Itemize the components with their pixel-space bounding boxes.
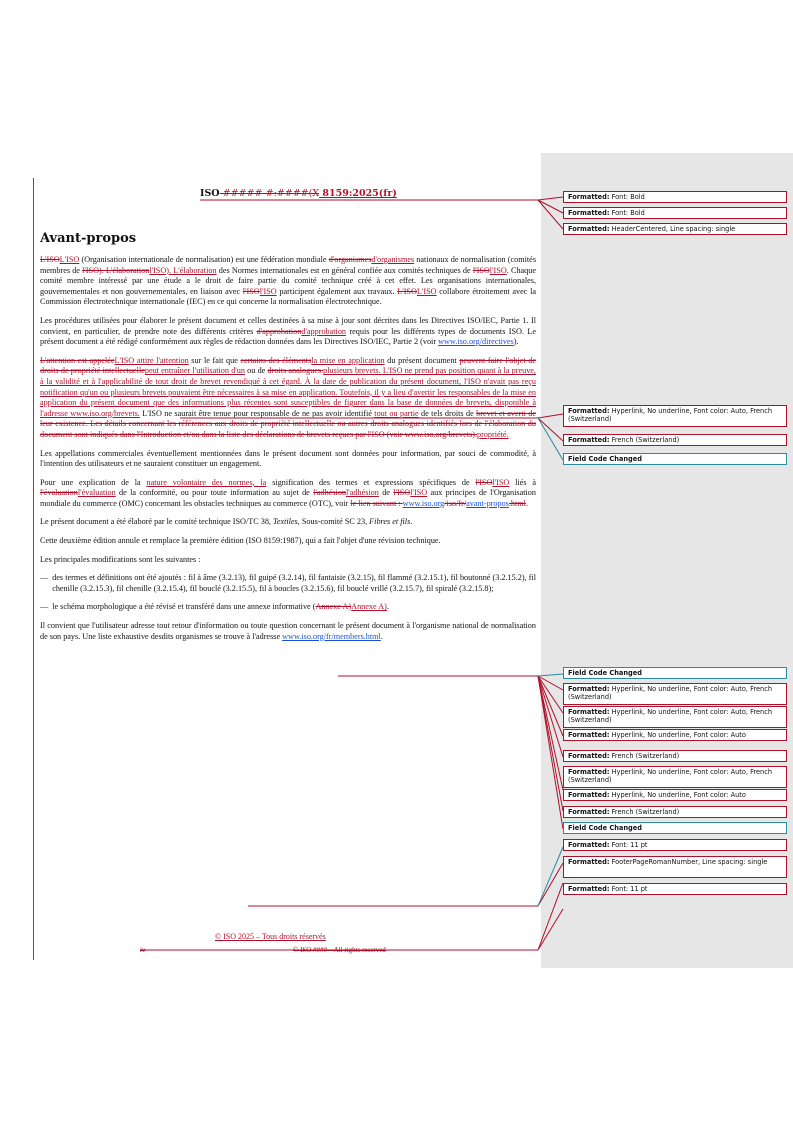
comment-text: Hyperlink, No underline, Font color: Auto, French (Switzerland) xyxy=(568,685,773,701)
insertion: l'ISO xyxy=(489,265,507,275)
comment-text: Font: Bold xyxy=(609,193,645,201)
insertion: l'adhésion xyxy=(346,488,379,498)
insertion: L'ISO xyxy=(416,286,437,296)
deletion: brevet et averti de leur existence. Les détails concernant les références aux droits de propriété intellectuelle ou autres droits analogues identifiés lors de l'élaboration du document sont indiqués dans l'Introduction et/ou dans la liste des déclarations de brevets reçues par l'ISO (voir www.iso.org/brevets). xyxy=(40,408,537,439)
paragraph-4: Les appellations commerciales éventuellement mentionnées dans le présent document sont données pour information, par souci de commodité, à l'intention des utilisateurs et ne sauraient constituer un engagement. xyxy=(40,448,536,469)
text: nationaux de normalisation (comités membres de xyxy=(40,255,537,275)
paragraph-8: Les principales modifications sont les suivantes : xyxy=(40,554,201,564)
insertion: Annexe A) xyxy=(351,602,387,612)
comment-text: Hyperlink, No underline, Font color: Auto xyxy=(609,731,746,739)
insertion: nature volontaire des normes, la xyxy=(146,477,267,487)
comment-box[interactable] xyxy=(563,667,787,679)
deletion: L'ISO xyxy=(397,286,417,296)
comment-label: Formatted: xyxy=(568,209,610,217)
deletion: l'évaluation xyxy=(40,488,78,498)
text: . Chaque comité membre intéressé par une étude a le droit de faire partie du comité technique créé à cet effet. Les organisations internationales, gouvernementales et non gouvernementales, en liaison avec xyxy=(40,265,536,296)
deletion: l'ISO). L'élaboration xyxy=(82,265,150,275)
deletion: l'ISO xyxy=(475,477,493,487)
members-link[interactable]: www.iso.org/fr/members.html xyxy=(282,631,381,641)
insertion: l'ISO xyxy=(259,286,277,296)
text: L'ISO ne saurait être tenue pour responsable de ne pas avoir identifié xyxy=(139,408,375,418)
insertion: l'ISO xyxy=(492,477,510,487)
comment-box[interactable] xyxy=(563,191,787,203)
directives-link[interactable]: www.iso.org/directives xyxy=(438,337,514,347)
foreword-link[interactable]: avant-propos xyxy=(466,498,509,508)
comment-label: Field Code Changed xyxy=(568,455,642,463)
section-title: Avant-propos xyxy=(40,231,137,246)
comment-label: Formatted: xyxy=(568,752,610,760)
text: ). xyxy=(513,337,519,347)
text: de xyxy=(378,488,394,498)
insertion: d'approbation xyxy=(301,326,347,336)
comment-text: FooterPageRomanNumber, Line spacing: single xyxy=(609,858,768,866)
comment-box[interactable] xyxy=(563,806,787,818)
text: participent également aux travaux. xyxy=(276,286,398,296)
comment-box[interactable] xyxy=(563,750,787,762)
deletion: Annexe A) xyxy=(315,602,352,612)
comment-text: Hyperlink, No underline, Font color: Auto, French (Switzerland) xyxy=(568,708,773,724)
insertion: L'ISO xyxy=(59,255,80,264)
text: le schéma morphologique a été révisé et transféré dans une annexe informative ( xyxy=(52,602,316,612)
text: ou de xyxy=(244,366,268,376)
text: Il convient que l'utilisateur adresse tout retour d'information ou toute question concernant le présent document à l'organisme national de normalisation de son pays. Une liste exhaustive desdits organismes se trouve à l'adresse xyxy=(40,621,536,641)
comment-text: French (Switzerland) xyxy=(609,436,680,444)
comment-label: Formatted: xyxy=(568,791,610,799)
text: collabore étroitement avec la Commission électrotechnique internationale (IEC) en ce qui concerne la normalisation électrotechnique. xyxy=(40,286,536,307)
deletion: droits analogues. xyxy=(267,366,324,376)
comment-text: Hyperlink, No underline, Font color: Auto, French (Switzerland) xyxy=(568,768,773,784)
comment-box[interactable] xyxy=(563,822,787,834)
deletion: l'ISO xyxy=(393,488,411,498)
comment-text: Hyperlink, No underline, Font color: Auto xyxy=(609,791,746,799)
text: Textiles xyxy=(273,517,298,527)
deletion: l'adhésion xyxy=(313,488,347,498)
text: (Organisation internationale de normalisation) est une fédération mondiale xyxy=(79,255,329,264)
comment-box[interactable] xyxy=(563,207,787,219)
iso-link[interactable]: www.iso.org xyxy=(402,498,445,508)
comment-label: Formatted: xyxy=(568,885,610,893)
text: . xyxy=(525,498,528,508)
comment-label: Formatted: xyxy=(568,407,610,415)
deletion: L'attention est appelée xyxy=(40,355,115,365)
insertion: plusieurs brevets. L'ISO ne prend pas position quant à la preuve, à la validité et à l'applicabilité de tout droit de brevet revendiqué à cet égard. À la date de publication du présent document, l'ISO n'avait pas reçu notification qu'un ou plusieurs brevets pouvaient être nécessaires à sa mise en application. Toutefois, il y a lieu d'avertir les responsables de la mise en application du présent document que des informations plus récentes sont susceptibles de figurer dans la base de données de brevets, disponible à l'adresse www.iso.org/brevets. xyxy=(40,366,536,418)
page-number: iv xyxy=(140,946,146,954)
deletion: l'ISO xyxy=(472,265,490,275)
text: liés à xyxy=(509,477,536,487)
comment-box[interactable] xyxy=(563,683,787,705)
comment-text: Hyperlink, No underline, Font color: Auto, French (Switzerland) xyxy=(568,407,773,423)
comment-label: Formatted: xyxy=(568,225,610,233)
comment-label: Formatted: xyxy=(568,708,610,716)
text: du présent document xyxy=(384,355,460,365)
deletion: /iso/fr/ xyxy=(444,498,467,508)
comment-label: Formatted: xyxy=(568,436,610,444)
insertion: peut entraîner l'utilisation d'un xyxy=(144,366,245,376)
comment-label: Formatted: xyxy=(568,685,610,693)
comment-text: French (Switzerland) xyxy=(609,808,680,816)
text: signification des termes et expressions spécifiques de xyxy=(266,477,476,487)
footer-copyright: © ISO 2025 – Tous droits réservés xyxy=(215,932,326,941)
dash: — xyxy=(40,573,49,583)
comment-box[interactable] xyxy=(563,766,787,788)
deletion: .html xyxy=(508,498,526,508)
comment-label: Formatted: xyxy=(568,841,610,849)
insertion: L'ISO attire l'attention xyxy=(114,355,189,365)
comment-label: Formatted: xyxy=(568,193,610,201)
text: requis pour les différents types de documents ISO. Le présent document a été rédigé conformément aux règles de rédaction données dans les Directives ISO/IEC, Partie 2 (voir xyxy=(40,326,536,347)
text: Le présent document a été élaboré par le comité technique ISO/TC 38, xyxy=(40,517,274,527)
text: des termes et définitions ont été ajoutés : fil à âme (3.2.13), fil guipé (3.2.14), fil fantaisie (3.2.15), fil flammé (3.2.15.1), fil boutonné (3.2.15.2), fil chenille (3.2.15.3), fil chenille (3.2.15.4), fil bouclé (3.2.15.5), fil à boucles (3.2.15.6), fil bouclé vrillé (3.2.15.7), fil spiralé (3.2.15.8); xyxy=(52,573,536,593)
paragraph-7: Cette deuxième édition annule et remplace la première édition (ISO 8159:1987), qui a fait l'objet d'une révision technique. xyxy=(40,536,441,546)
comment-text: Font: 11 pt xyxy=(609,841,648,849)
comment-text: French (Switzerland) xyxy=(609,752,680,760)
deletion: d'approbation xyxy=(256,326,302,336)
comment-box[interactable] xyxy=(563,405,787,427)
comment-text: Font: Bold xyxy=(609,209,645,217)
comment-label: Field Code Changed xyxy=(568,669,642,677)
deletion: le lien suivant : xyxy=(350,498,403,508)
deletion: d'organismes xyxy=(328,255,372,264)
text: . xyxy=(410,517,413,527)
comment-box[interactable] xyxy=(563,839,787,851)
text: sur le fait que xyxy=(188,355,241,365)
text: , Sous-comité SC 23, xyxy=(297,517,370,527)
comment-box[interactable] xyxy=(563,883,787,895)
text: aux principes de l'Organisation mondiale du commerce (OMC) concernant les obstacles techniques au commerce (OTC), voir xyxy=(40,488,536,508)
comment-label: Formatted: xyxy=(568,808,610,816)
old-copyright: © ISO #### – All rights reserved xyxy=(293,946,386,954)
comment-box[interactable] xyxy=(563,453,787,465)
text: Fibres et fils xyxy=(369,517,411,527)
deletion: L'ISO xyxy=(40,255,60,264)
text: de tels droits de xyxy=(418,408,477,418)
text: Les procédures utilisées pour élaborer le présent document et celles destinées à sa mise à jour sont décrites dans les Directives ISO/IEC, Partie 1. Il convient, en particulier, de prendre note des différents critères xyxy=(40,315,536,336)
comment-label: Formatted: xyxy=(568,731,610,739)
insertion: tout ou partie xyxy=(374,408,419,418)
header-inserted: 8159:2025(fr) xyxy=(319,188,397,199)
comment-text: Font: 11 pt xyxy=(609,885,648,893)
text: de la conformité, ou pour toute information au sujet de xyxy=(115,488,314,498)
deletion: peuvent faire l'objet de droits de propriété intellectuelle xyxy=(40,355,537,376)
comment-box[interactable] xyxy=(563,789,787,801)
comment-text: HeaderCentered, Line spacing: single xyxy=(609,225,736,233)
insertion: propriété. xyxy=(477,429,509,439)
text: . xyxy=(386,602,389,612)
comment-label: Formatted: xyxy=(568,768,610,776)
text: des Normes internationales est en général confiée aux comités techniques de xyxy=(216,265,473,275)
comment-box[interactable] xyxy=(563,856,787,878)
insertion: l'évaluation xyxy=(77,488,116,498)
insertion: d'organismes xyxy=(371,255,415,264)
header-prefix: ISO xyxy=(200,188,220,199)
comment-box[interactable] xyxy=(563,223,787,235)
dash: — xyxy=(40,602,49,612)
comment-label: Field Code Changed xyxy=(568,824,642,832)
insertion: l'ISO). L'élaboration xyxy=(149,265,217,275)
insertion: la mise en application xyxy=(311,355,385,365)
header-deleted: #####-#:####(X xyxy=(219,188,320,199)
deletion: l'ISO xyxy=(242,286,260,296)
text: Pour une explication de la xyxy=(40,477,147,487)
text: . xyxy=(380,631,383,641)
comment-box[interactable] xyxy=(563,729,787,741)
insertion: l'ISO xyxy=(410,488,428,498)
comment-box[interactable] xyxy=(563,706,787,728)
comment-box[interactable] xyxy=(563,434,787,446)
comment-label: Formatted: xyxy=(568,858,610,866)
deletion: certains des éléments xyxy=(240,355,312,365)
